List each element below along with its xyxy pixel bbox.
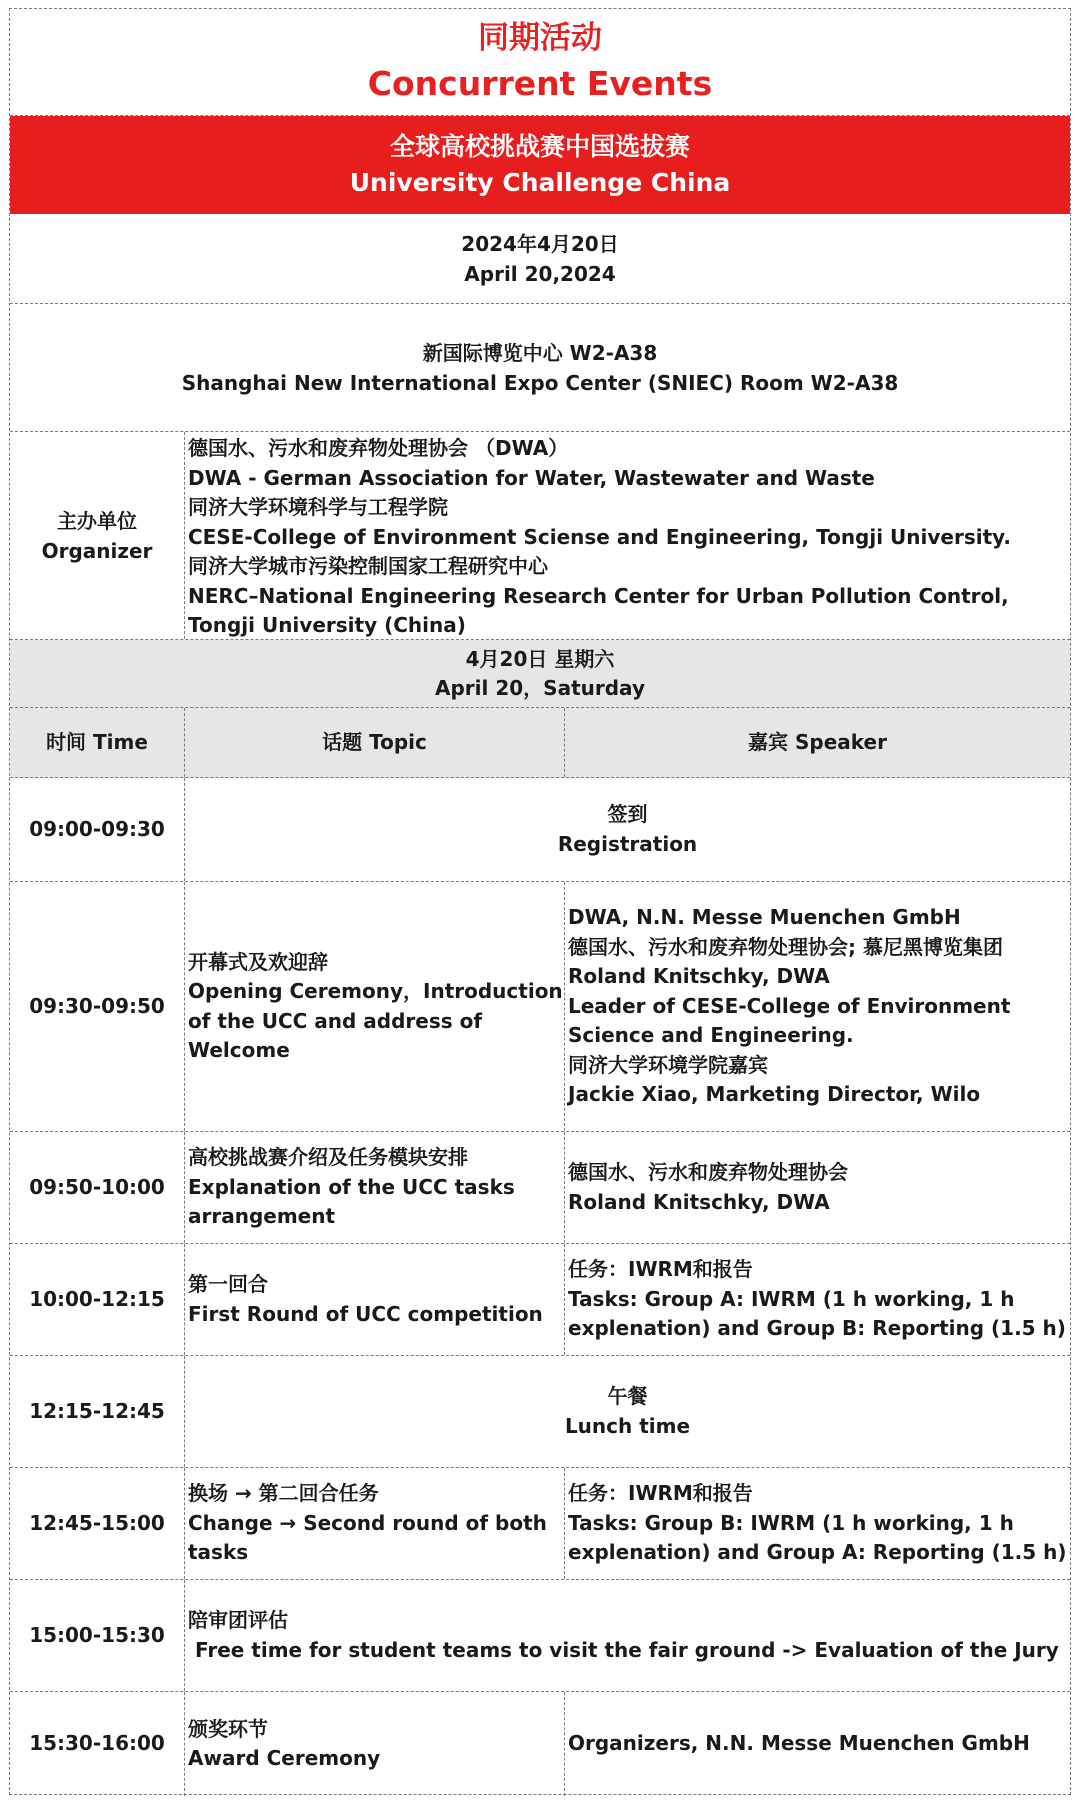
page-title-block [10,9,1070,116]
row-topic-zh: 颁奖环节 [188,1716,268,1741]
row-speaker-line: Tasks: Group B: IWRM (1 h working, 1 h explenation) and Group A: Reporting (1.5 h) [568,1510,1067,1565]
row-time-label: 09:00-09:30 [29,816,165,841]
day-header [10,640,1070,708]
organizer-label-en: Organizer [41,538,153,563]
row-topic-zh: 第一回合 [188,1272,268,1296]
column-header-time-label: 时间 Time [46,729,148,754]
row-speaker-line: 同济大学环境学院嘉宾 [568,1052,768,1077]
row-speaker [565,882,1070,1131]
row-topic [185,882,565,1131]
organizer-line: CESE-College of Environment Sciense and Engineering, Tongji University. [188,524,1011,549]
row-time-label: 15:00-15:30 [29,1622,165,1647]
event-date-en: April 20,2024 [464,261,616,286]
day-en: April 20，Saturday [435,675,645,700]
row-speaker-line: Tasks: Group A: IWRM (1 h working, 1 h explenation) and Group B: Reporting (1.5 h) [568,1286,1066,1341]
row-topic-en: First Round of UCC competition [188,1301,543,1326]
organizer-line: NERC–National Engineering Research Center for Urban Pollution Control, Tongji University (China) [188,583,1009,637]
table-row [10,1356,1070,1468]
row-topic-zh: 高校挑战赛介绍及任务模块安排 [188,1145,468,1170]
row-time-label: 15:30-16:00 [29,1731,165,1756]
organizer-label [10,432,185,639]
row-speaker-line: Roland Knitschky, DWA [568,1189,830,1214]
table-row [10,1468,1070,1580]
event-banner [10,116,1070,214]
page-title-zh: 同期活动 [478,20,602,56]
row-speaker-line: DWA, N.N. Messe Muenchen GmbH [568,905,961,930]
row-speaker-line: 德国水、污水和废弃物处理协会 [568,1160,848,1184]
row-topic-en: Opening Ceremony，Introduction of the UCC and address of Welcome [188,979,563,1062]
row-speaker-line: 德国水、污水和废弃物处理协会; 慕尼黑博览集团 [568,934,1003,959]
day-zh: 4月20日 星期六 [465,646,615,671]
row-span-zh: 签到 [607,802,648,826]
row-time [10,1356,185,1467]
row-topic [185,1468,565,1579]
organizer-line: DWA - German Association for Water, Wastewater and Waste [188,465,875,490]
row-topic [185,1132,565,1243]
row-topic [185,1692,565,1796]
organizer-row [10,432,1070,640]
row-topic-en: Explanation of the UCC tasks arrangement [188,1174,515,1229]
column-header-topic [185,708,565,777]
organizer-list [188,434,1060,641]
row-span-cell [185,1580,1070,1691]
row-speaker-line: 任务：IWRM和报告 [568,1257,753,1282]
organizer-label-zh: 主办单位 [57,508,137,533]
table-row [10,778,1070,882]
row-time [10,1244,185,1355]
column-header-topic-label: 话题 Topic [322,729,427,754]
row-topic-en: Change → Second round of both tasks [188,1510,547,1565]
event-venue [10,304,1070,432]
row-speaker [565,1468,1070,1579]
row-time-label: 12:45-15:00 [29,1510,165,1535]
row-topic [185,1244,565,1355]
row-time-label: 10:00-12:15 [29,1286,165,1311]
row-speaker-line: Jackie Xiao, Marketing Director, Wilo [568,1082,981,1107]
table-row [10,882,1070,1132]
row-span-en: Registration [557,831,698,856]
row-time [10,1468,185,1579]
row-span-zh: 陪审团评估 [188,1608,288,1632]
row-topic-zh: 换场 → 第二回合任务 [188,1481,379,1506]
organizer-line: 同济大学环境科学与工程学院 [188,495,448,519]
table-row [10,1244,1070,1356]
row-span-cell [185,1356,1070,1467]
row-span-cell [185,778,1070,881]
row-span-en: Lunch time [564,1413,691,1438]
table-row [10,1132,1070,1244]
venue-en: Shanghai New International Expo Center (SNIEC) Room W2-A38 [181,370,899,395]
row-time [10,882,185,1131]
table-row [10,1692,1070,1796]
row-topic-zh: 开幕式及欢迎辞 [188,949,328,974]
event-date-zh: 2024年4月20日 [461,231,619,256]
event-schedule-sheet [9,8,1071,1795]
row-speaker [565,1132,1070,1243]
row-speaker-line: Leader of CESE-College of Environment Science and Engineering. [568,993,1011,1048]
table-header-row [10,708,1070,778]
row-speaker [565,1692,1070,1796]
row-time [10,1132,185,1243]
column-header-speaker-label: 嘉宾 Speaker [748,729,887,754]
column-header-time [10,708,185,777]
organizer-line: 同济大学城市污染控制国家工程研究中心 [188,554,548,578]
row-speaker-line: Roland Knitschky, DWA [568,964,830,989]
page-title-en: Concurrent Events [367,64,713,103]
organizer-line: 德国水、污水和废弃物处理协会 （DWA） [188,436,569,460]
row-time [10,778,185,881]
event-name-en: University Challenge China [349,168,731,197]
event-name-zh: 全球高校挑战赛中国选拔赛 [389,132,690,161]
row-speaker-line: Organizers, N.N. Messe Muenchen GmbH [568,1731,1030,1756]
table-row [10,1580,1070,1692]
row-time-label: 12:15-12:45 [29,1398,165,1423]
row-speaker [565,1244,1070,1355]
venue-zh: 新国际博览中心 W2-A38 [422,340,658,365]
row-time [10,1692,185,1796]
row-topic-en: Award Ceremony [188,1746,381,1770]
row-time [10,1580,185,1691]
row-span-zh: 午餐 [607,1384,648,1408]
row-span-en: Free time for student teams to visit the fair ground -> Evaluation of the Jury [188,1637,1059,1662]
row-time-label: 09:50-10:00 [29,1174,165,1199]
row-speaker-line: 任务：IWRM和报告 [568,1481,753,1506]
event-date [10,214,1070,304]
row-time-label: 09:30-09:50 [29,993,165,1018]
column-header-speaker [565,708,1070,777]
